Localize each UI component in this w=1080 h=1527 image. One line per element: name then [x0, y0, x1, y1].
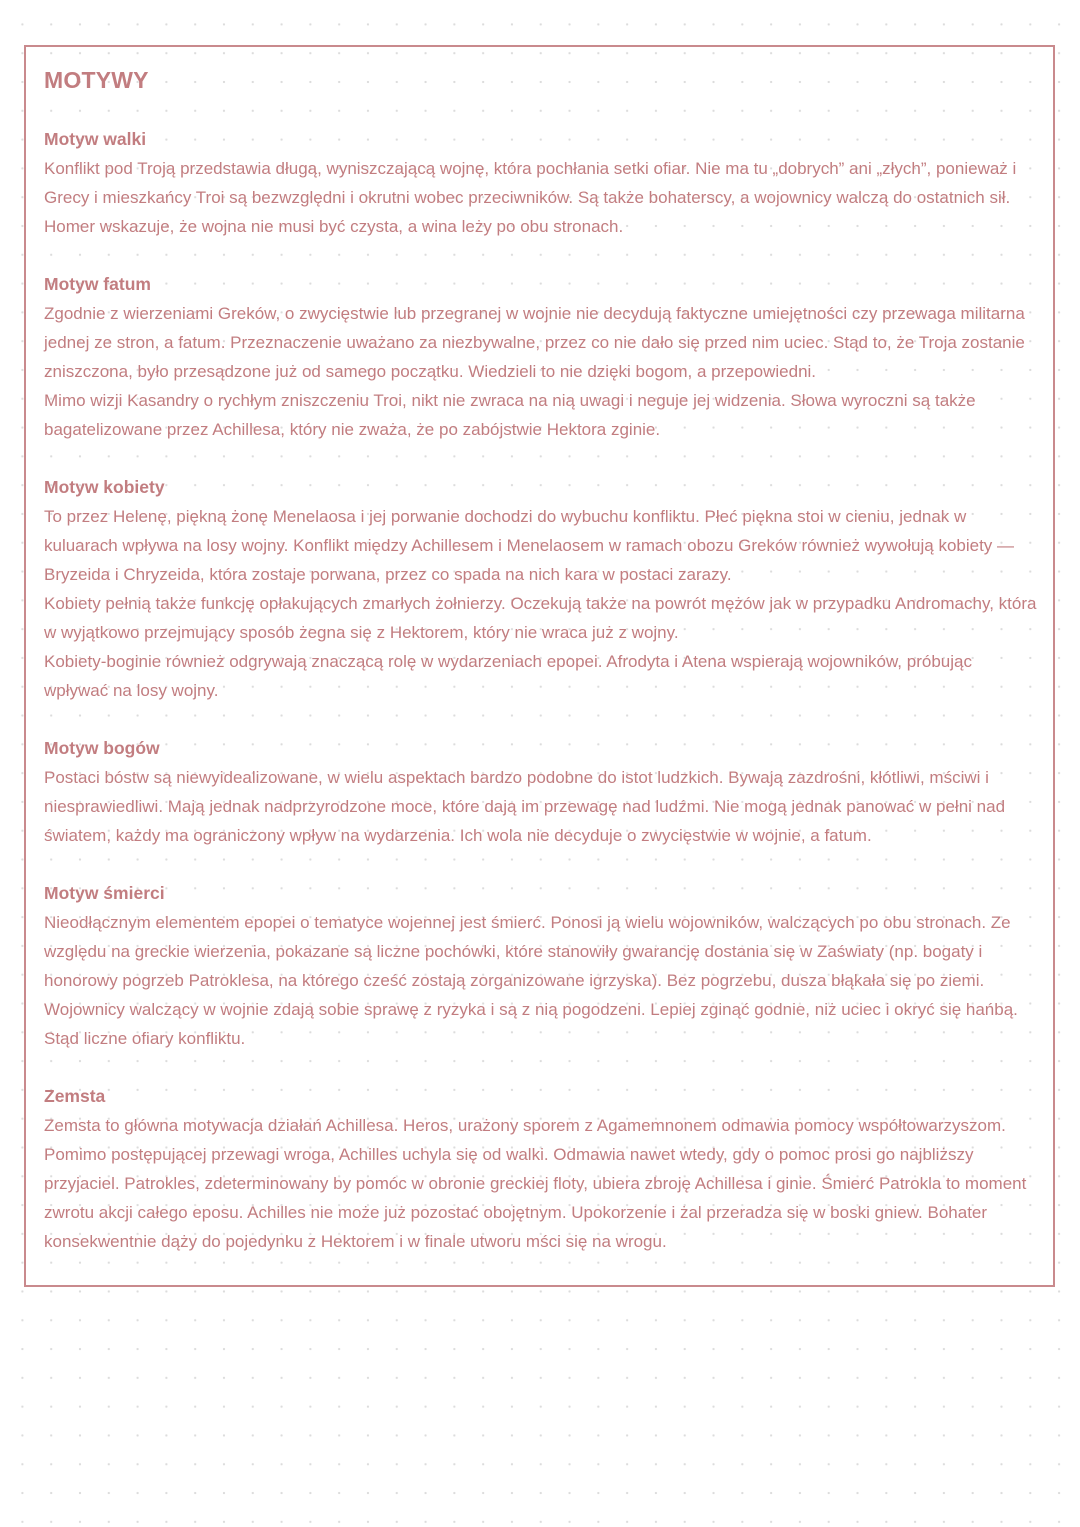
section-paragraph: Mimo wizji Kasandry o rychłym zniszczeniu Troi, nikt nie zwraca na nią uwagi i neguje jej widzenia. Słowa wyroczni są także bagatelizowane przez Achillesa, który nie zważa, że po zabójstwie Hektora zginie.: [44, 391, 976, 439]
section-paragraph: To przez Helenę, piękną żonę Menelaosa i jej porwanie dochodzi do wybuchu konfliktu. Płeć piękna stoi w cieniu, jednak w kuluarach wpływa na losy wojny. Konflikt między Achillesem i Menelaosem w ramach obozu Greków również wywołują kobiety — Bryzeida i Chryzeida, która zostaje porwana, przez co spada na nich kara w postaci zarazy.: [44, 507, 1015, 584]
page-title: MOTYWY: [44, 67, 149, 93]
section-heading: Motyw kobiety: [44, 477, 165, 497]
sections-container: [44, 125, 1053, 1256]
section-paragraph: Nieodłącznym elementem epopei o tematyce wojennej jest śmierć. Ponosi ją wielu wojowników, walczących po obu stronach. Ze względu na greckie wierzenia, pokazane są liczne pochówki, które stanowiły gwarancję dostania się w Zaświaty (np. bogaty i honorowy pogrzeb Patroklesa, na którego cześć zostają zorganizowane igrzyska). Bez pogrzebu, dusza błąkała się po ziemi. Wojownicy walczący w wojnie zdają sobie sprawę z ryzyka i są z nią pogodzeni. Lepiej zginąć godnie, niż uciec i okryć się hańbą. Stąd liczne ofiary konfliktu.: [44, 913, 1018, 1048]
section-paragraph: Zgodnie z wierzeniami Greków, o zwycięstwie lub przegranej w wojnie nie decydują faktyczne umiejętności czy przewaga militarna jednej ze stron, a fatum. Przeznaczenie uważano za niezbywalne, przez co nie dało się przed nim uciec. Stąd to, że Troja zostanie zniszczona, było przesądzone już od samego początku. Wiedzieli to nie dzięki bogom, a przepowiedni.: [44, 304, 1025, 381]
section-heading: Motyw bogów: [44, 738, 160, 758]
section-zemsta: [44, 1082, 1053, 1256]
section-paragraph: Zemsta to główna motywacja działań Achillesa. Heros, urażony sporem z Agamemnonem odmawia pomocy współtowarzyszom. Pomimo postępującej przewagi wroga, Achilles uchyla się od walki. Odmawia nawet wtedy, gdy o pomoc prosi go najbliższy przyjaciel. Patrokles, zdeterminowany by pomóc w obronie greckiej floty, ubiera zbroję Achillesa i ginie. Śmierć Patrokla to moment zwrotu akcji całego eposu. Achilles nie może już pozostać obojętnym. Upokorzenie i żal przeradza się w boski gniew. Bohater konsekwentnie dąży do pojedynku z Hektorem i w finale utworu mści się na wrogu.: [44, 1116, 1027, 1251]
section-heading: Zemsta: [44, 1086, 106, 1106]
section-motyw-kobiety: [44, 473, 1053, 705]
section-heading: Motyw fatum: [44, 274, 151, 294]
section-paragraph: Kobiety pełnią także funkcję opłakujących zmarłych żołnierzy. Oczekują także na powrót mężów jak w przypadku Andromachy, która w wyjątkowo przejmujący sposób żegna się z Hektorem, który nie wraca już z wojny.: [44, 594, 1037, 642]
section-motyw-fatum: [44, 270, 1053, 444]
section-paragraph: Postaci bóstw są niewyidealizowane, w wielu aspektach bardzo podobne do istot ludzkich. Bywają zazdrośni, kłótliwi, mściwi i niesprawiedliwi. Mają jednak nadprzyrodzone moce, które dają im przewagę nad ludźmi. Nie mogą jednak panować w pełni nad światem, każdy ma ograniczony wpływ na wydarzenia. Ich wola nie decyduje o zwycięstwie w wojnie, a fatum.: [44, 768, 1006, 845]
section-motyw-smierci: [44, 879, 1053, 1053]
content-frame: [24, 45, 1055, 1287]
section-paragraph: Konflikt pod Troją przedstawia długą, wyniszczającą wojnę, która pochłania setki ofiar. Nie ma tu „dobrych” ani „złych”, ponieważ i Grecy i mieszkańcy Troi są bezwzględni i okrutni wobec przeciwników. Są także bohaterscy, a wojownicy walczą do ostatnich sił. Homer wskazuje, że wojna nie musi być czysta, a wina leży po obu stronach.: [44, 159, 1017, 236]
section-motyw-walki: [44, 125, 1053, 241]
section-motyw-bogow: [44, 734, 1053, 850]
section-heading: Motyw śmierci: [44, 883, 165, 903]
section-paragraph: Kobiety-boginie również odgrywają znaczącą rolę w wydarzeniach epopei. Afrodyta i Atena wspierają wojowników, próbując wpływać na losy wojny.: [44, 652, 972, 700]
section-heading: Motyw walki: [44, 129, 147, 149]
